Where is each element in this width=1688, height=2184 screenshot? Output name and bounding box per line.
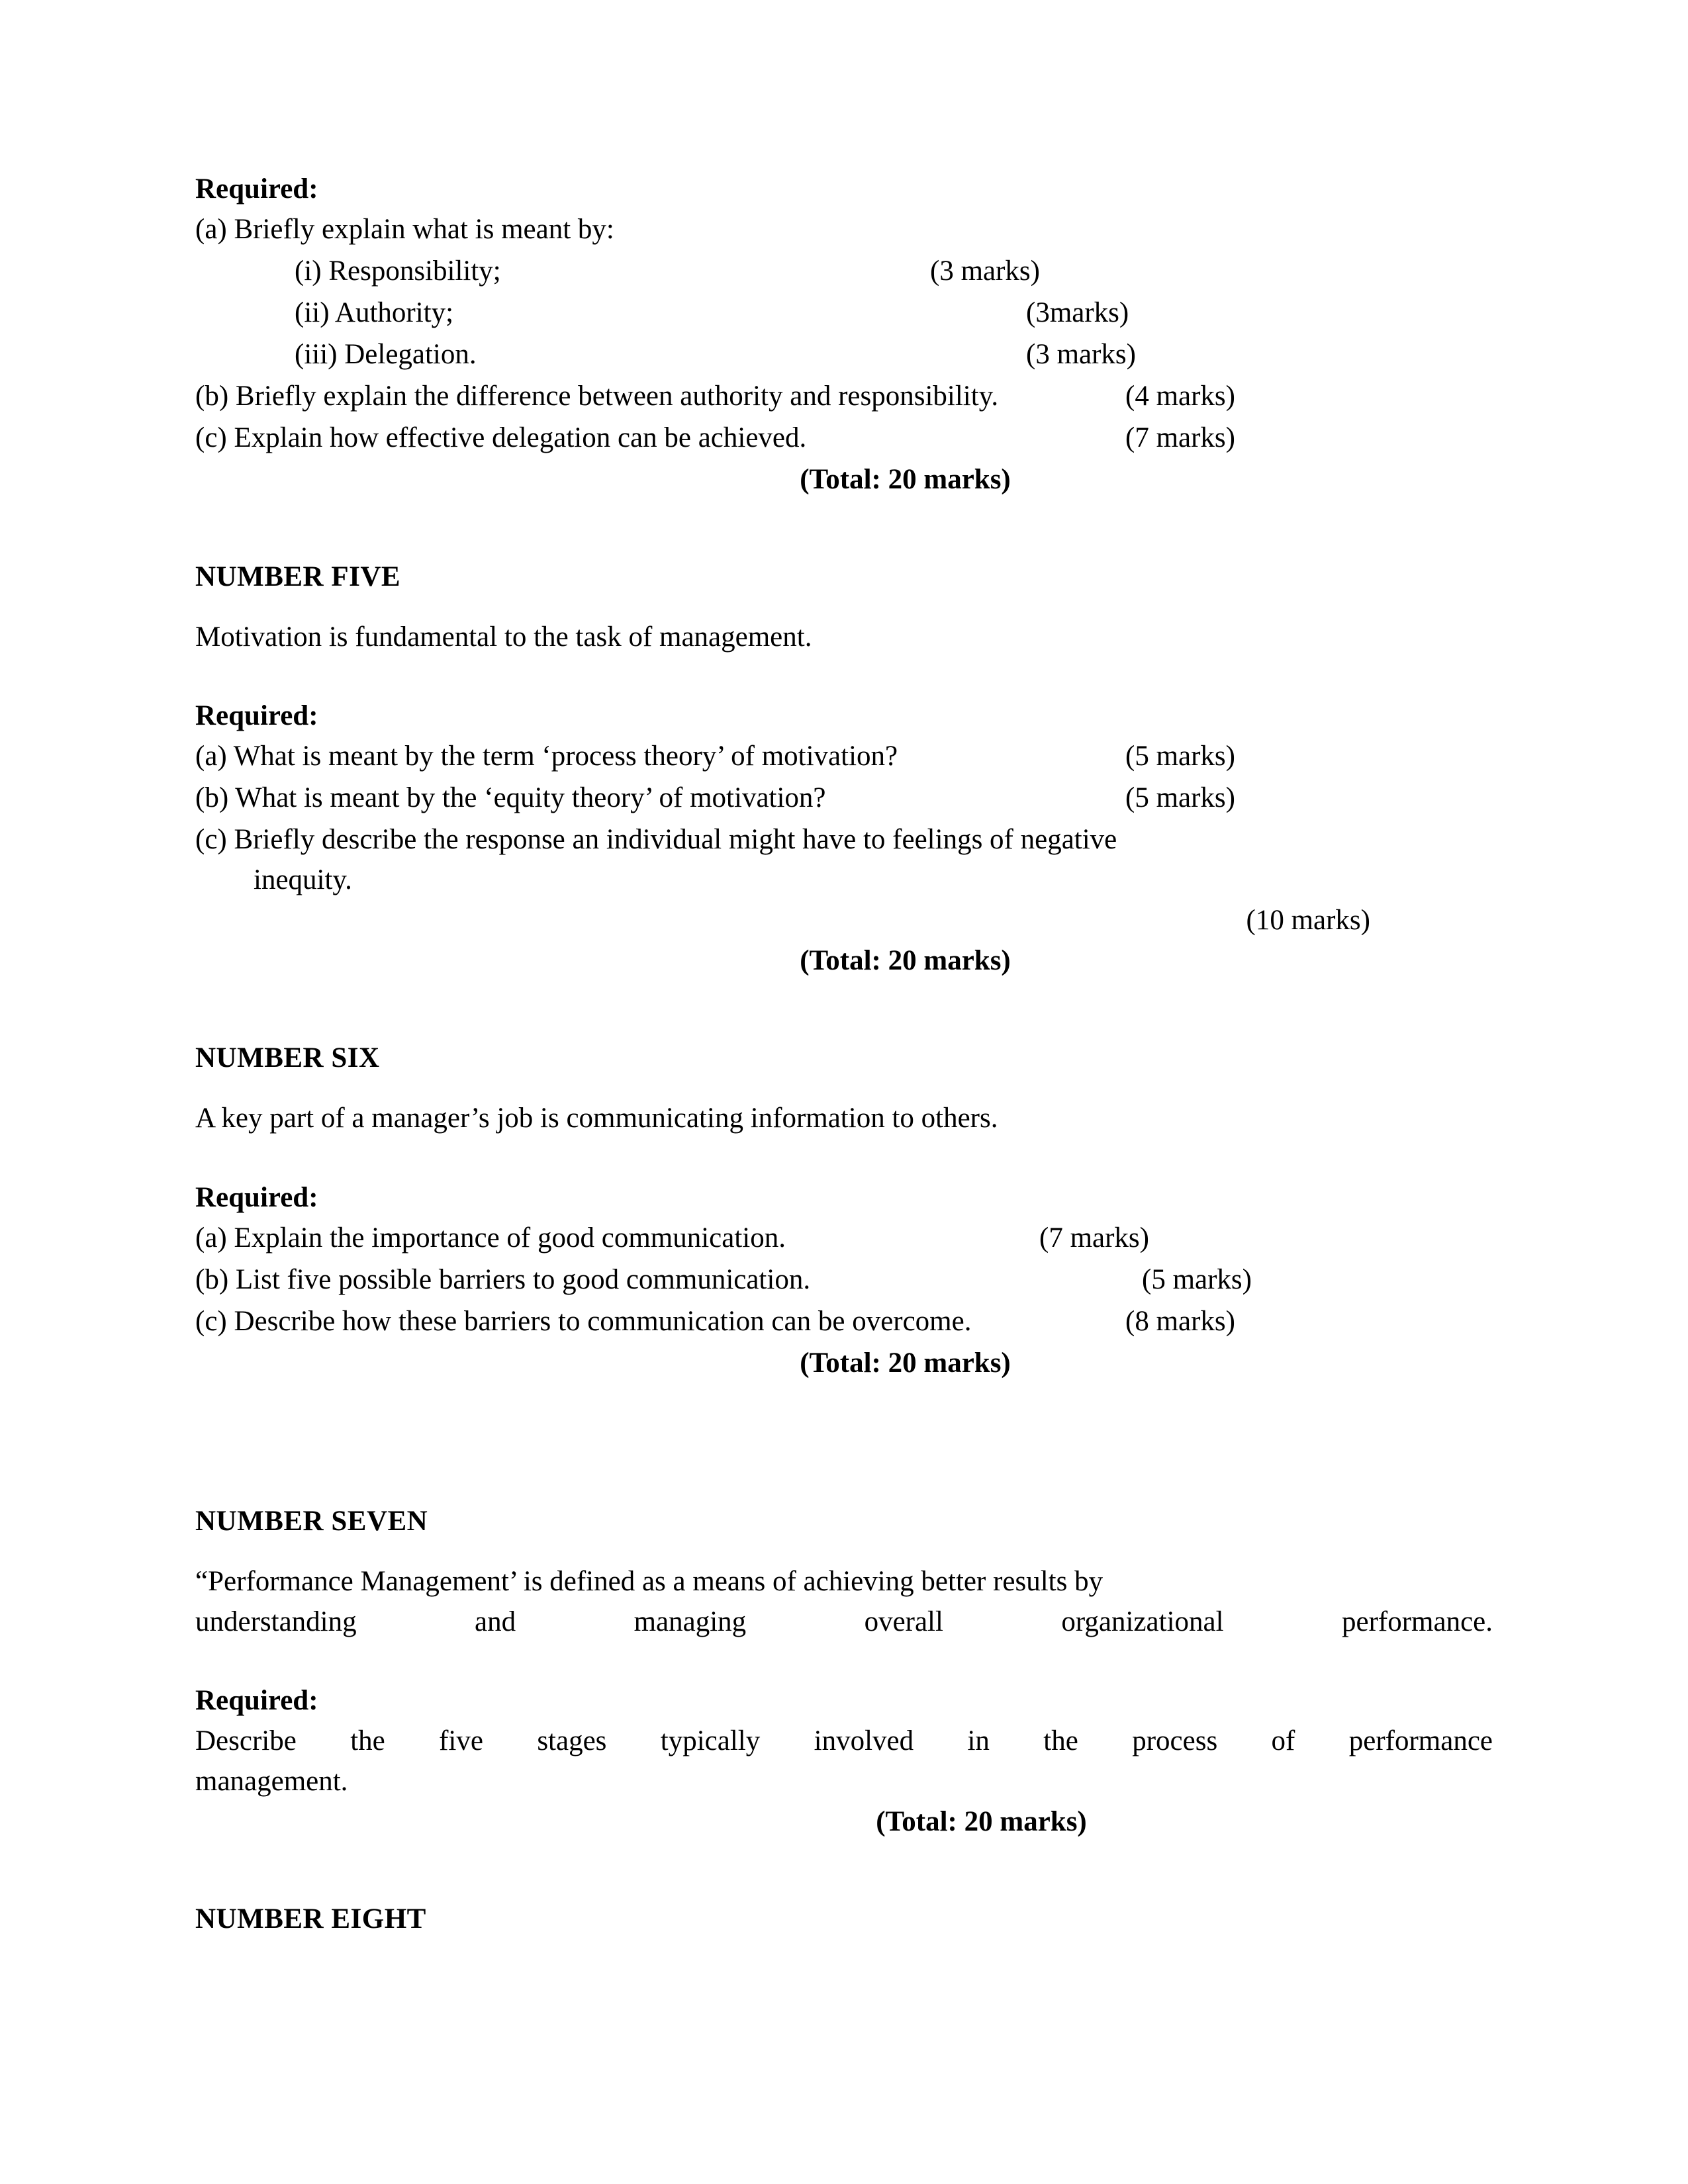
q4-item-a-ii-marks: (3marks) xyxy=(1026,297,1129,329)
spacer xyxy=(195,1078,1489,1098)
spacer xyxy=(195,1139,1489,1177)
q6-intro: A key part of a manager’s job is communicating information to others. xyxy=(195,1103,998,1134)
q4-item-b-marks: (4 marks) xyxy=(1125,381,1235,412)
q6-item-c-marks: (8 marks) xyxy=(1125,1305,1235,1337)
q6-item-c xyxy=(195,1301,1489,1343)
q6-item-a xyxy=(195,1218,1489,1259)
q8-heading: NUMBER EIGHT xyxy=(195,1903,426,1934)
q5-item-a-text: (a) What is meant by the term ‘process theory’ of motivation? xyxy=(195,741,898,772)
q6-item-b-text: (b) List five possible barriers to good communication. xyxy=(195,1263,811,1295)
q7-body-line1: Describe the five stages typically involved in the process of performance xyxy=(195,1725,1493,1756)
q7-body-line2: management. xyxy=(195,1765,348,1797)
q4-required-label: Required: xyxy=(195,173,318,205)
q4-item-c xyxy=(195,418,1489,459)
q4-item-c-marks: (7 marks) xyxy=(1125,422,1235,454)
spacer xyxy=(195,657,1489,696)
q5-item-c-line1: (c) Briefly describe the response an individual might have to feelings of negative xyxy=(195,824,1117,856)
q5-item-a-marks: (5 marks) xyxy=(1125,741,1235,772)
q5-item-c-marks: (10 marks) xyxy=(1246,905,1370,936)
q4-item-a-i-marks: (3 marks) xyxy=(930,255,1040,287)
q5-intro: Motivation is fundamental to the task of management. xyxy=(195,621,812,653)
spacer xyxy=(195,1842,1489,1899)
spacer xyxy=(195,1642,1489,1680)
q7-intro-line1: “Performance Management’ is defined as a means of achieving better results by xyxy=(195,1565,1103,1597)
q5-item-c-line2: inequity. xyxy=(254,864,352,896)
q4-item-a-ii xyxy=(195,293,1489,334)
q7-heading: NUMBER SEVEN xyxy=(195,1505,428,1537)
q4-item-a-i xyxy=(195,251,1489,293)
q4-item-a-ii-text: (ii) Authority; xyxy=(295,297,454,329)
q6-item-a-marks: (7 marks) xyxy=(1039,1222,1149,1253)
q5-item-b-marks: (5 marks) xyxy=(1125,782,1235,814)
q5-item-b xyxy=(195,778,1489,819)
q5-item-b-text: (b) What is meant by the ‘equity theory’ of motivation? xyxy=(195,782,826,814)
q5-total: (Total: 20 marks) xyxy=(800,945,1011,977)
spacer xyxy=(195,981,1489,1038)
document-body xyxy=(195,169,1493,1939)
spacer xyxy=(195,500,1489,557)
q6-item-c-text: (c) Describe how these barriers to communication can be overcome. xyxy=(195,1305,972,1337)
spacer xyxy=(195,1541,1489,1561)
q4-item-b-text: (b) Briefly explain the difference between authority and responsibility. xyxy=(195,381,999,412)
q6-required-label: Required: xyxy=(195,1181,318,1213)
q5-required-label: Required: xyxy=(195,700,318,732)
q6-heading: NUMBER SIX xyxy=(195,1042,380,1074)
spacer xyxy=(195,1463,1489,1501)
q7-total: (Total: 20 marks) xyxy=(876,1805,1087,1837)
q7-intro-line2: understanding and managing overall organizational performance. xyxy=(195,1606,1493,1637)
q4-item-a-iii xyxy=(195,334,1489,376)
q5-item-a xyxy=(195,736,1489,778)
q5-heading: NUMBER FIVE xyxy=(195,561,401,593)
q6-item-a-text: (a) Explain the importance of good communication. xyxy=(195,1222,786,1253)
q6-item-b-marks: (5 marks) xyxy=(1142,1263,1252,1295)
q7-required-label: Required: xyxy=(195,1684,318,1716)
q6-item-b xyxy=(195,1259,1489,1301)
q6-total: (Total: 20 marks) xyxy=(800,1347,1011,1379)
q4-item-a-iii-marks: (3 marks) xyxy=(1026,339,1136,371)
spacer xyxy=(195,597,1489,617)
q4-item-c-text: (c) Explain how effective delegation can be achieved. xyxy=(195,422,807,454)
q4-item-a xyxy=(195,209,1489,251)
q4-item-b xyxy=(195,376,1489,418)
spacer xyxy=(195,1383,1489,1463)
q4-item-a-i-text: (i) Responsibility; xyxy=(295,255,501,287)
q4-total: (Total: 20 marks) xyxy=(800,464,1011,496)
q4-item-a-text: (a) Briefly explain what is meant by: xyxy=(195,214,614,246)
q4-item-a-iii-text: (iii) Delegation. xyxy=(295,339,477,371)
